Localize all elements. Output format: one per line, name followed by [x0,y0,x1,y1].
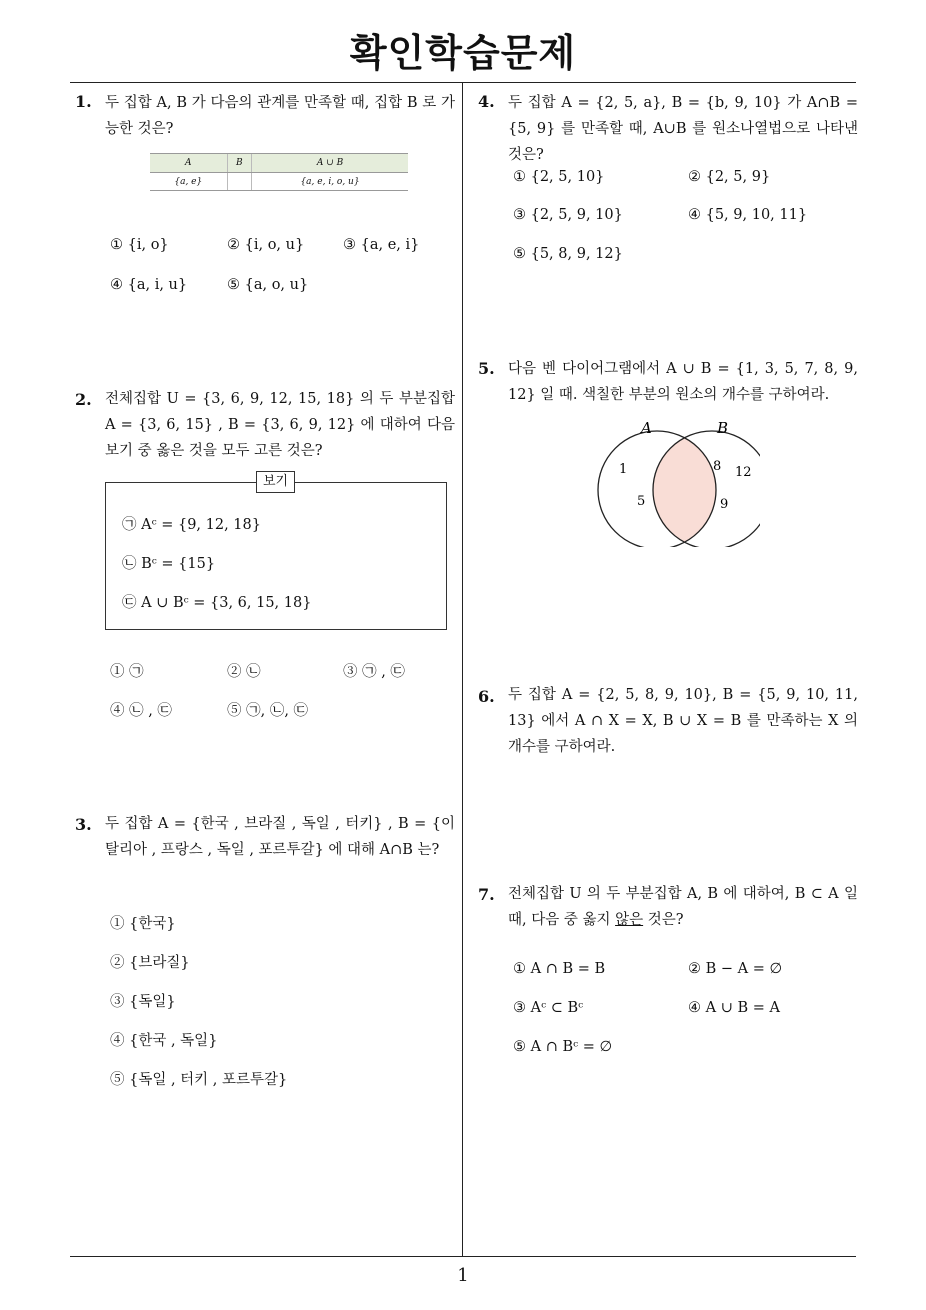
q1-text: 두 집합 A, B 가 다음의 관계를 만족할 때, 집합 B 로 가능한 것은? [105,95,455,137]
q4-option-2[interactable]: ② {2, 5, 9} [688,169,771,185]
q3-number: 3. [75,815,92,834]
q1-option-4[interactable]: ④ {a, i, u} [110,277,188,293]
venn-element: 5 [637,494,646,509]
venn-element: 8 [713,459,722,474]
q1-table-header-union: A ∪ B [252,154,408,173]
q4-text: 두 집합 A = {2, 5, a}, B = {b, 9, 10} 가 A∩B = {5, 9} 를 만족할 때, A∪B 를 원소나열법으로 나타낸 것은? [508,95,858,163]
q2-option-5[interactable]: ⑤ ㉠, ㉡, ㉢ [227,703,309,719]
venn-diagram [580,412,760,547]
venn-element: 9 [720,497,729,512]
q1-option-3[interactable]: ③ {a, e, i} [343,237,420,253]
q6-text: 두 집합 A = {2, 5, 8, 9, 10}, B = {5, 9, 10, 11, 13} 에서 A ∩ X = X, B ∪ X = B 를 만족하는 X 의 개수를 구하여라. [508,687,858,755]
q1-table-cell-b [227,173,251,191]
q1-table-cell-union: {a, e, i, o, u} [252,173,408,191]
q2-option-2[interactable]: ② ㉡ [227,664,261,680]
q5-number: 5. [478,359,495,378]
q6-number: 6. [478,687,495,706]
q3-option-5[interactable]: ⑤ {독일 , 터키 , 포르투갈} [110,1072,288,1088]
q7-text-before: 전체집합 U 의 두 부분집합 A, B 에 대하여, B ⊂ A 일 때, 다음 중 옳지 [508,886,858,928]
venn-label-a: A [641,419,652,437]
venn-element: 12 [735,465,752,480]
q7-number: 7. [478,885,495,904]
bogi-label: 보기 [256,471,295,493]
q7-option-2[interactable]: ② B − A = ∅ [688,961,783,977]
q1-number: 1. [75,92,92,111]
q2-text: 전체집합 U = {3, 6, 9, 12, 15, 18} 의 두 부분집합 A = {3, 6, 15} , B = {3, 6, 9, 12} 에 대하여 다음 보기 중 옳은 것을 모두 고른 것은? [105,391,455,459]
q7-option-3[interactable]: ③ Aᶜ ⊂ Bᶜ [513,1000,584,1016]
q1-option-1[interactable]: ① {i, o} [110,237,169,253]
q3-text: 두 집합 A = {한국 , 브라질 , 독일 , 터키} , B = {이탈리아 , 프랑스 , 독일 , 포르투갈} 에 대해 A∩B 는? [105,816,455,858]
q4-option-3[interactable]: ③ {2, 5, 9, 10} [513,207,623,223]
q1-table [150,153,408,191]
q7-option-4[interactable]: ④ A ∪ B = A [688,1000,780,1016]
q3-option-1[interactable]: ① {한국} [110,916,176,932]
bogi-item-2: ㉡ Bᶜ = {15} [122,556,216,572]
q7-option-5[interactable]: ⑤ A ∩ Bᶜ = ∅ [513,1039,613,1055]
venn-label-b: B [717,419,729,437]
q5-text: 다음 벤 다이어그램에서 A ∪ B = {1, 3, 5, 7, 8, 9, 12} 일 때. 색칠한 부분의 원소의 개수를 구하여라. [508,361,858,403]
q3-option-3[interactable]: ③ {독일} [110,994,176,1010]
q1-table-cell-a: {a, e} [150,173,227,191]
top-rule [70,82,856,83]
q4-option-5[interactable]: ⑤ {5, 8, 9, 12} [513,246,623,262]
q2-option-1[interactable]: ① ㉠ [110,664,144,680]
bogi-item-3: ㉢ A ∪ Bᶜ = {3, 6, 15, 18} [122,595,312,611]
q2-option-3[interactable]: ③ ㉠ , ㉢ [343,664,405,680]
q4-option-4[interactable]: ④ {5, 9, 10, 11} [688,207,808,223]
bottom-rule [70,1256,856,1257]
venn-element: 1 [619,462,628,477]
q2-option-4[interactable]: ④ ㉡ , ㉢ [110,703,172,719]
q1-table-header-a: A [150,154,227,173]
q4-option-1[interactable]: ① {2, 5, 10} [513,169,605,185]
q7-text-underlined: 않은 [615,912,644,928]
q1-option-2[interactable]: ② {i, o, u} [227,237,305,253]
page-number: 1 [457,1265,469,1286]
q3-option-4[interactable]: ④ {한국 , 독일} [110,1033,218,1049]
q3-option-2[interactable]: ② {브라질} [110,955,190,971]
q7-text-after: 것은? [643,912,684,928]
q2-number: 2. [75,390,92,409]
q1-table-header-b: B [227,154,251,173]
q7-option-1[interactable]: ① A ∩ B = B [513,961,606,977]
q4-number: 4. [478,92,495,111]
q7-text [508,881,858,933]
q1-option-5[interactable]: ⑤ {a, o, u} [227,277,309,293]
bogi-item-1: ㉠ Aᶜ = {9, 12, 18} [122,517,261,533]
page-title: 확인학습문제 [349,31,577,75]
column-divider [462,83,463,1257]
